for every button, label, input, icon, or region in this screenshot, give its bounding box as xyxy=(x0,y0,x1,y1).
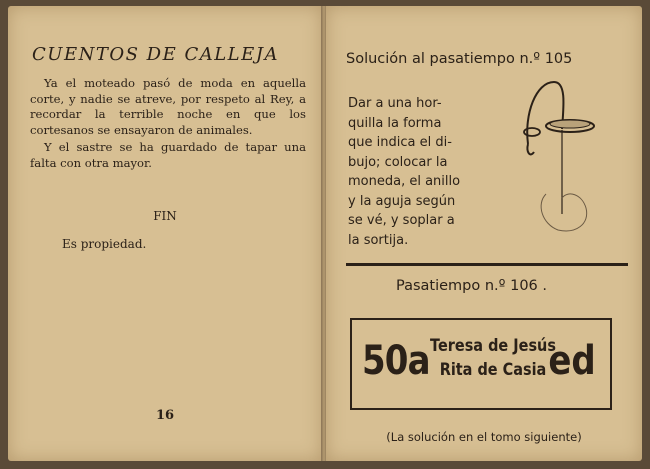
puzzle-left-fragment: 50a xyxy=(362,338,430,384)
pastime-title: Pasatiempo n.º 106 . xyxy=(396,278,547,294)
hairpin-illustration xyxy=(506,74,626,254)
solution-line: moneda, el anillo xyxy=(348,174,461,189)
section-divider xyxy=(346,263,628,266)
solution-line: y la aguja según xyxy=(348,193,456,209)
story-paragraph: Y el sastre se ha guardado de tapar una falta con otra mayor. xyxy=(30,140,306,170)
story-paragraph: Ya el moteado pasó de moda en aquella corte, y nadie se atreve, por respeto al Rey, a recordar la terrible noche en que los cortesanos se ensayaron de animales. xyxy=(30,76,306,137)
puzzle-line-2: Rita de Casia xyxy=(439,360,547,380)
puzzle-line-1: Teresa de Jesús xyxy=(430,336,556,356)
end-marker: FIN xyxy=(153,209,177,223)
puzzle-right-fragment: ed xyxy=(548,338,596,384)
solution-line: Dar a una hor- xyxy=(348,96,442,111)
rebus-puzzle-box xyxy=(350,318,612,410)
solution-line: la sortija. xyxy=(348,232,409,248)
solution-title: Solución al pasatiempo n.º 105 xyxy=(346,51,573,67)
right-page xyxy=(326,6,642,461)
solution-line: bujo; colocar la xyxy=(348,154,448,170)
series-title: CUENTOS DE CALLEJA xyxy=(32,44,279,65)
solution-line: que indica el di- xyxy=(348,135,452,150)
page-number: 16 xyxy=(155,408,175,423)
solution-text xyxy=(348,94,508,250)
rights-notice: Es propiedad. xyxy=(62,237,147,251)
solution-line: se vé, y soplar a xyxy=(348,213,455,228)
solution-line: quilla la forma xyxy=(348,115,442,131)
story-ending xyxy=(30,76,306,174)
solution-footnote: (La solución en el tomo siguiente) xyxy=(386,430,582,444)
left-page xyxy=(8,6,322,461)
